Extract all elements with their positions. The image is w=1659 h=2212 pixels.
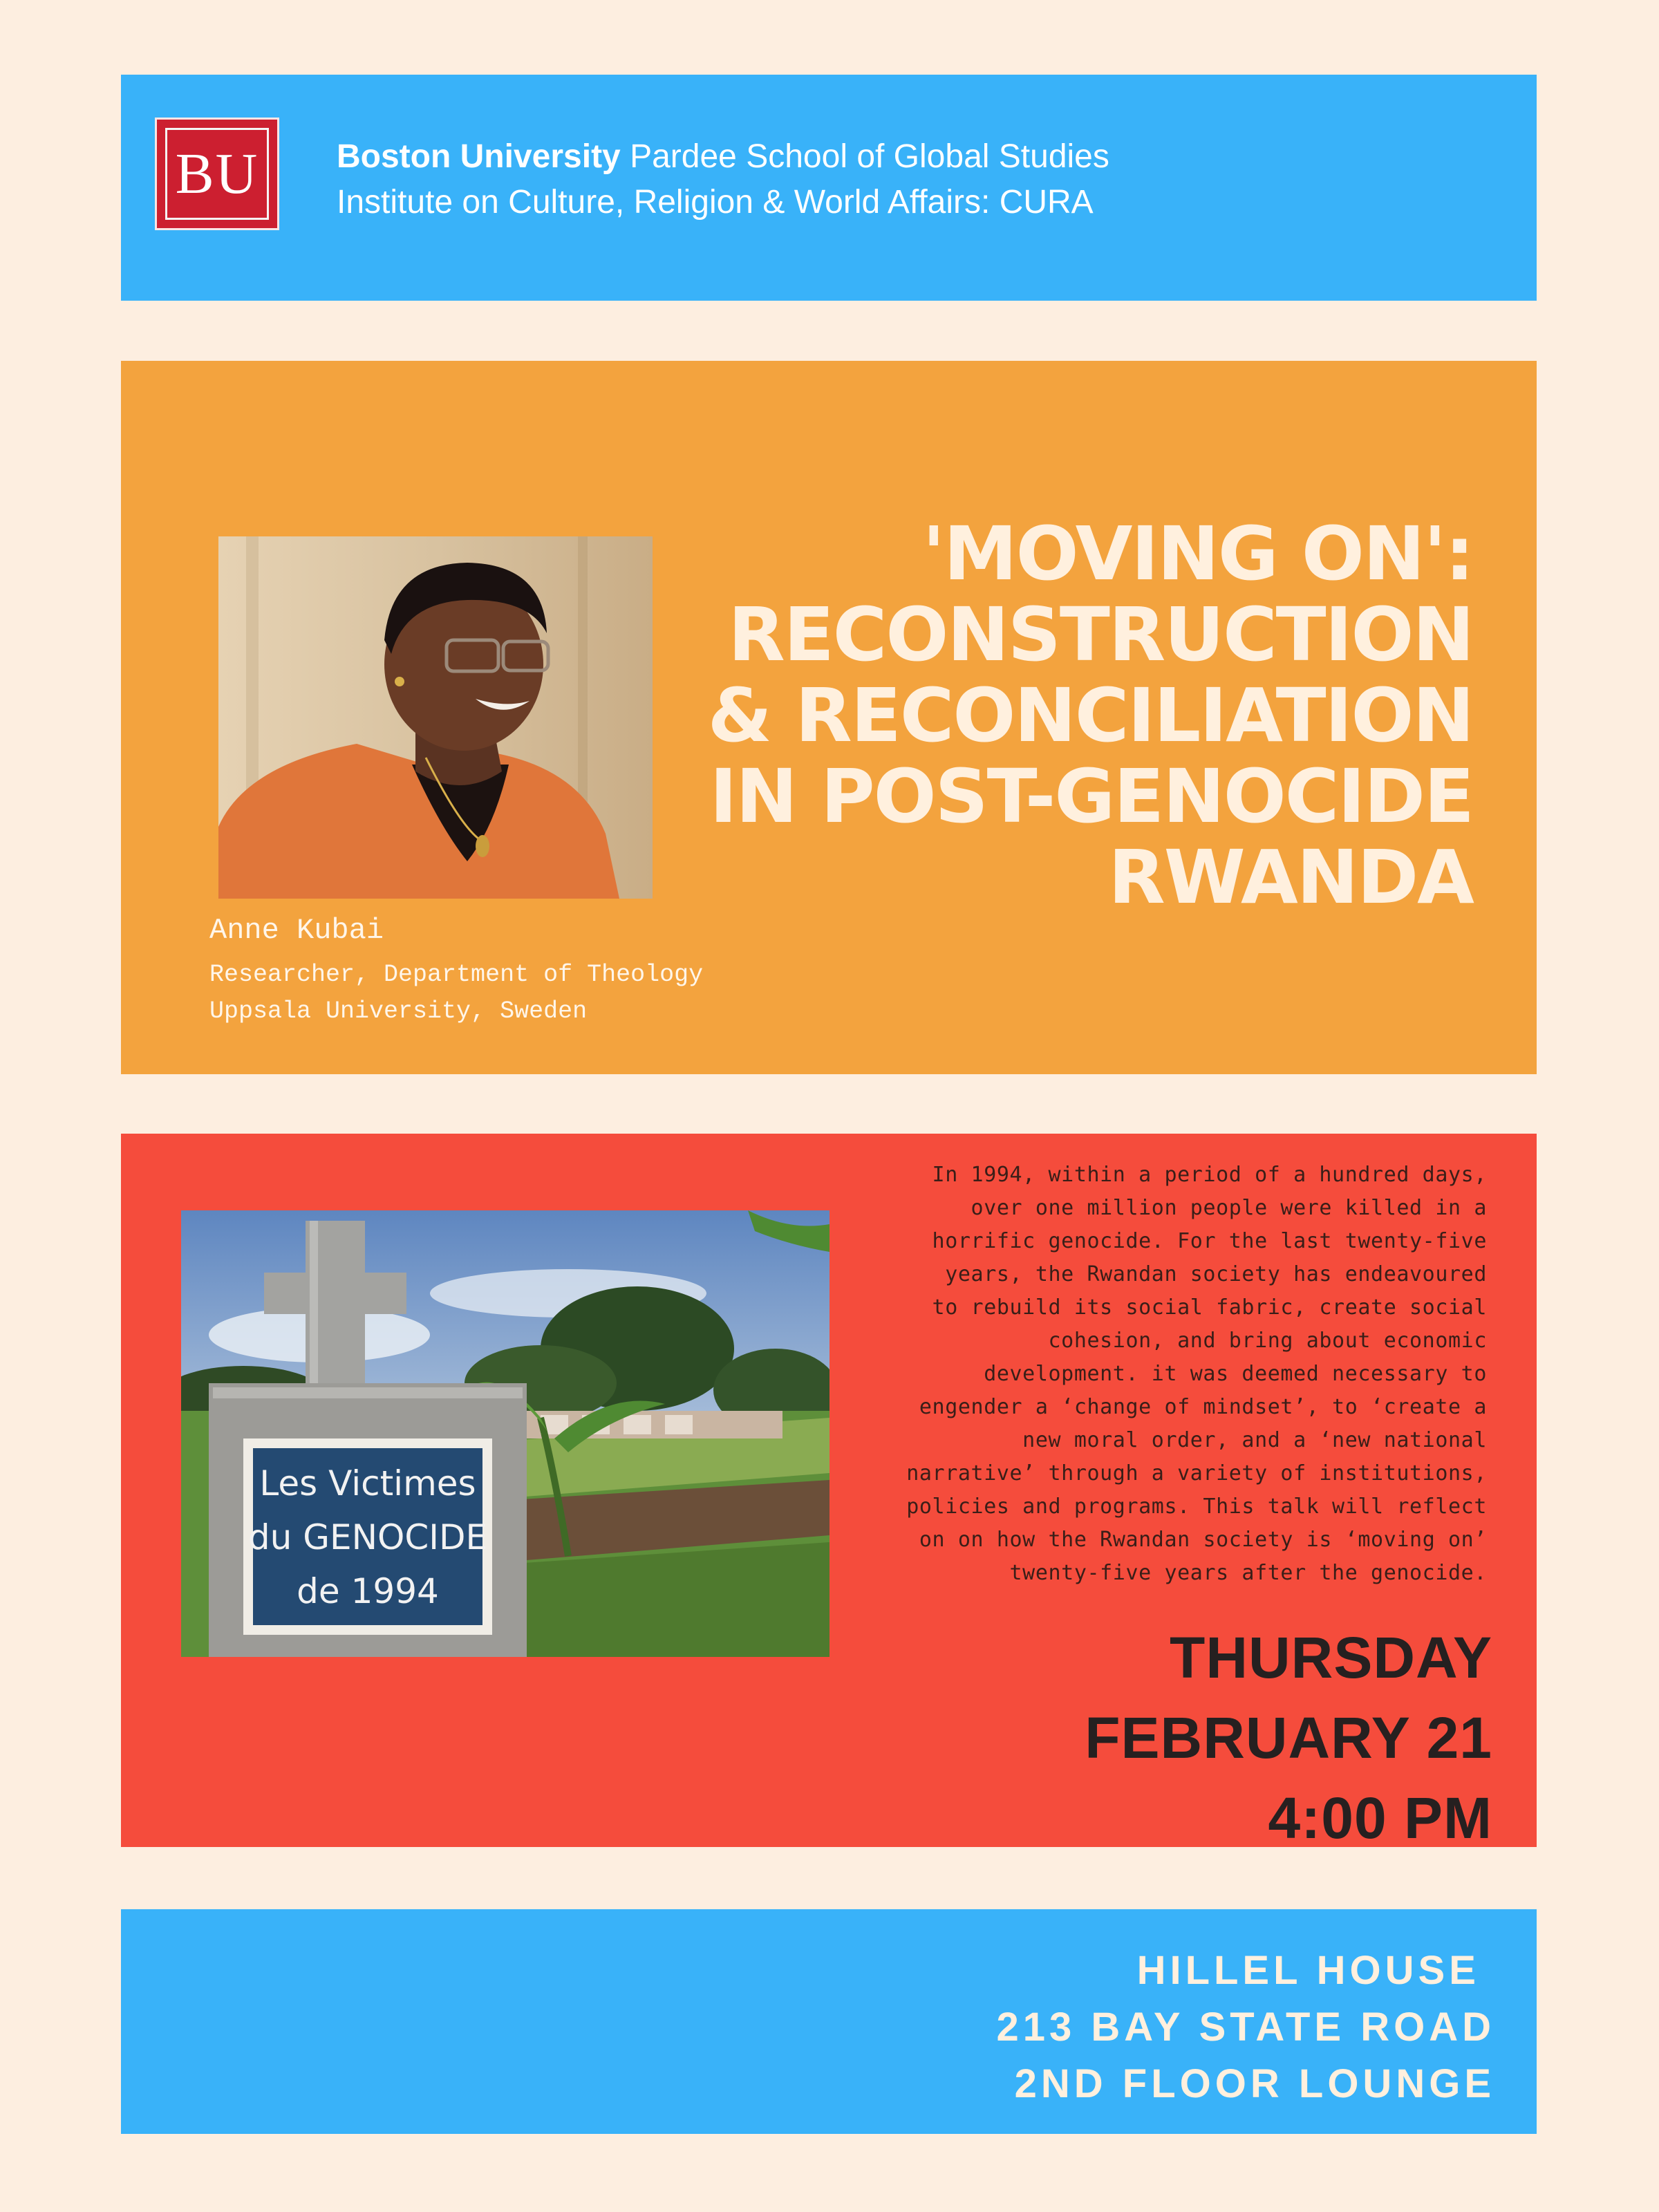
sign-line: de 1994 <box>297 1571 439 1611</box>
abstract-line: policies and programs. This talk will reflect <box>906 1494 1487 1519</box>
abstract-line: years, the Rwandan society has endeavoured <box>945 1262 1487 1286</box>
school-name: Pardee School of Global Studies <box>630 138 1109 175</box>
abstract-line: narrative’ through a variety of institutions, <box>906 1461 1487 1485</box>
abstract-line: In 1994, within a period of a hundred days, <box>932 1163 1487 1187</box>
venue-street: 213 BAY STATE ROAD <box>996 2005 1495 2050</box>
speaker-credentials <box>209 957 703 1030</box>
title-line: IN POST-GENOCIDE <box>709 754 1473 840</box>
sign-line: Les Victimes <box>259 1463 476 1503</box>
abstract-line: cohesion, and bring about economic <box>1048 1329 1487 1353</box>
speaker-role: Researcher, Department of Theology <box>209 961 704 988</box>
abstract-line: over one million people were killed in a <box>971 1196 1487 1220</box>
bu-logo <box>155 118 279 230</box>
abstract-line: horrific genocide. For the last twenty-five <box>932 1229 1487 1253</box>
venue-band <box>121 1909 1537 2134</box>
sign-line: du GENOCIDE <box>247 1517 488 1557</box>
memorial-photo <box>181 1210 830 1657</box>
speaker-affiliation: Uppsala University, Sweden <box>209 997 588 1025</box>
abstract-line: engender a ‘change of mindset’, to ‘create a <box>919 1395 1487 1419</box>
abstract-line: on on how the Rwandan society is ‘moving on’ <box>919 1528 1487 1552</box>
venue-room: 2ND FLOOR LOUNGE <box>1014 2061 1495 2106</box>
abstract-line: development. it was deemed necessary to <box>984 1362 1487 1386</box>
event-date: FEBRUARY 21 <box>1085 1705 1492 1770</box>
portrait-image <box>218 536 653 899</box>
speaker-name: Anne Kubai <box>209 914 384 947</box>
abstract-line: twenty-five years after the genocide. <box>1009 1561 1487 1585</box>
university-name: Boston University <box>337 138 621 175</box>
venue-building: HILLEL HOUSE <box>1136 1948 1495 1993</box>
event-title <box>708 514 1473 919</box>
event-day: THURSDAY <box>1170 1625 1492 1690</box>
abstract-line: new moral order, and a ‘new national <box>1022 1428 1487 1452</box>
event-datetime <box>1085 1618 1492 1858</box>
header-band <box>121 75 1537 301</box>
header-text <box>337 134 1109 225</box>
event-time: 4:00 PM <box>1268 1785 1492 1850</box>
logo-text: BU <box>175 141 259 206</box>
title-line: RECONSTRUCTION <box>728 592 1473 678</box>
speaker-portrait <box>218 536 653 899</box>
title-line: RWANDA <box>1108 835 1473 921</box>
details-band <box>121 1134 1537 1850</box>
institute-name: Institute on Culture, Religion & World Affairs: CURA <box>337 184 1094 221</box>
speaker-band <box>121 361 1537 1074</box>
title-line: & RECONCILIATION <box>707 673 1473 759</box>
abstract-line: to rebuild its social fabric, create social <box>932 1295 1487 1320</box>
memorial-image <box>181 1210 830 1657</box>
event-abstract <box>865 1159 1487 1590</box>
venue-address <box>997 1942 1495 2112</box>
title-line: 'MOVING ON': <box>922 512 1473 597</box>
